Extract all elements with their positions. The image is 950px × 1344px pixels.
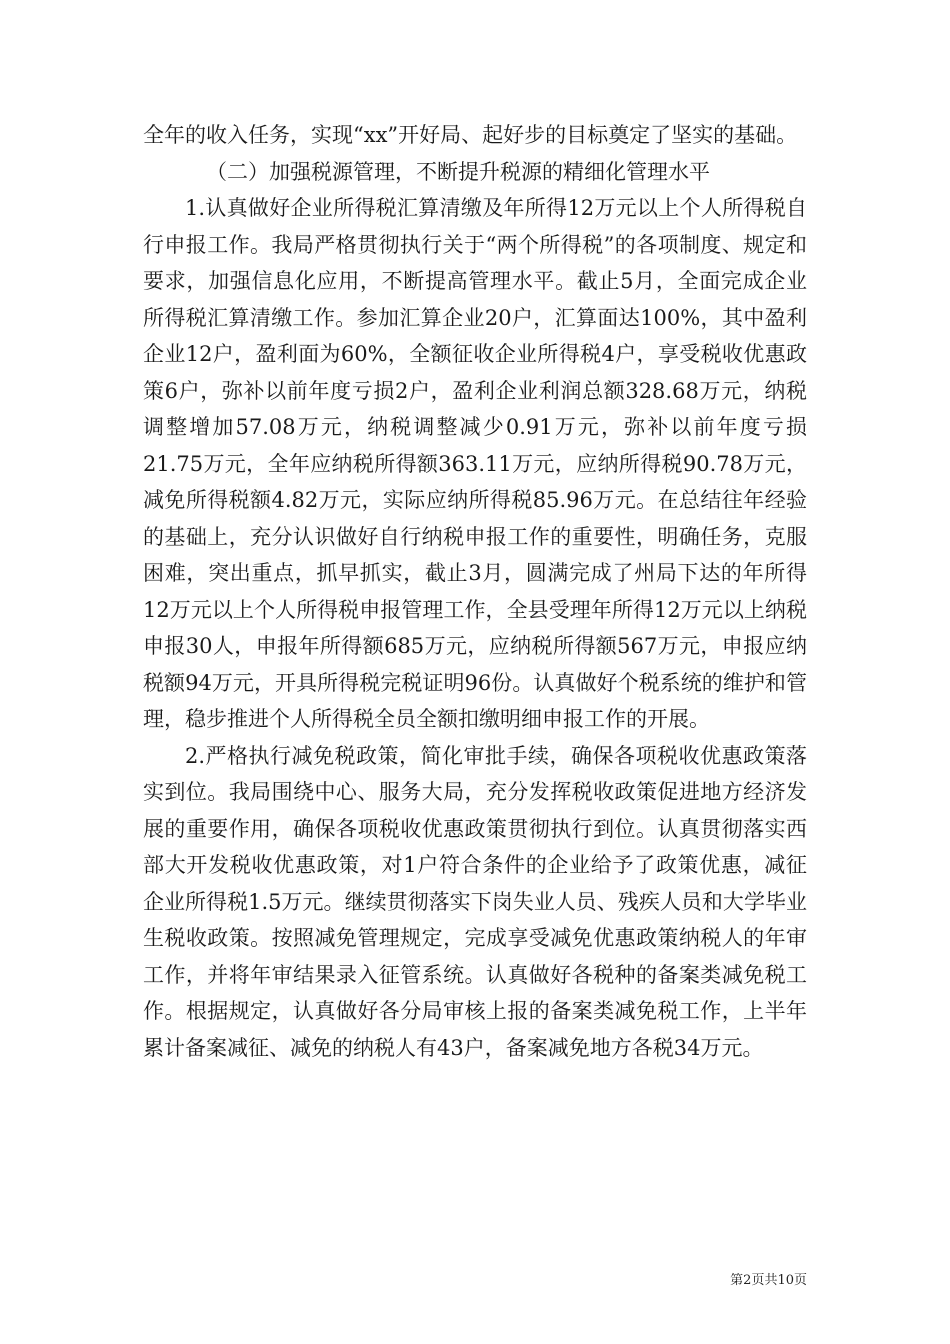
paragraph-continuation: 全年的收入任务，实现“xx”开好局、起好步的目标奠定了坚实的基础。 — [143, 123, 798, 147]
page-number-footer: 第2页共10页 — [730, 1273, 807, 1288]
paragraph-income-tax: 1.认真做好企业所得税汇算清缴及年所得12万元以上个人所得税自行申报工作。我局严格贯彻执行关于“两个所得税”的各项制度、规定和要求，加强信息化应用，不断提高管理水平。截止5月，全面完成企业所得税汇算清缴工作。参加汇算企业20户，汇算面达100%，其中盈利企业12户，盈利面为60%，全额征收企业所得税4户，享受税收优惠政策6户，弥补以前年度亏损2户，盈利企业利润总额328.68万元，纳税调整增加57.08万元，纳税调整减少0.91万元，弥补以前年度亏损21.75万元，全年应纳税所得额363.11万元，应纳所得税90.78万元，减免所得税额4.82万元，实际应纳所得税85.96万元。在总结往年经验的基础上，充分认识做好自行纳税申报工作的重要性，明确任务，克服困难，突出重点，抓早抓实，截止3月，圆满完成了州局下达的年所得12万元以上个人所得税申报管理工作，全县受理年所得12万元以上纳税申报30人，申报年所得额685万元，应纳税所得额567万元，申报应纳税额94万元，开具所得税完税证明96份。认真做好个税系统的维护和管理，稳步推进个人所得税全员全额扣缴明细申报工作的开展。 — [143, 196, 807, 731]
document-body — [143, 117, 807, 1066]
section-heading: （二）加强税源管理，不断提升税源的精细化管理水平 — [206, 159, 710, 184]
paragraph-tax-relief: 2.严格执行减免税政策，简化审批手续，确保各项税收优惠政策落实到位。我局围绕中心、服务大局，充分发挥税收政策促进地方经济发展的重要作用，确保各项税收优惠政策贯彻执行到位。认真贯彻落实西部大开发税收优惠政策，对1户符合条件的企业给予了政策优惠，减征企业所得税1.5万元。继续贯彻落实下岗失业人员、残疾人员和大学毕业生税收政策。按照减免管理规定，完成享受减免优惠政策纳税人的年审工作，并将年审结果录入征管系统。认真做好各税种的备案类减免税工作。根据规定，认真做好各分局审核上报的备案类减免税工作，上半年累计备案减征、减免的纳税人有43户，备案减免地方各税34万元。 — [143, 743, 807, 1060]
